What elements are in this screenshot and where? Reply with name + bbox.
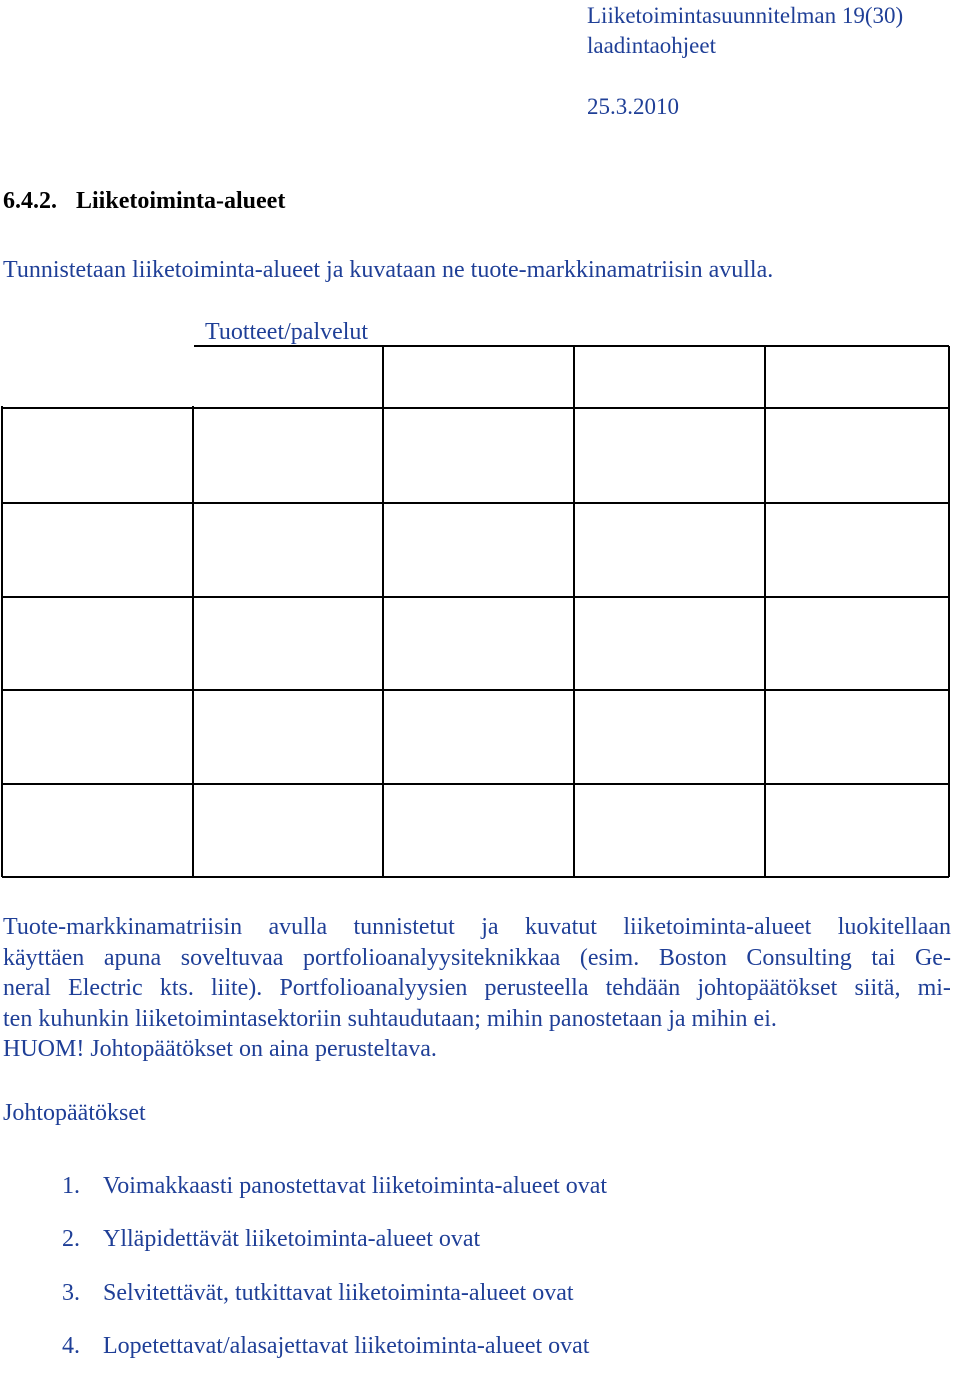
list-item [62, 1332, 607, 1385]
document-header-title: Liiketoimintasuunnitelman 19(30) [587, 3, 904, 28]
list-item-number: 1. [62, 1173, 80, 1199]
body-line: käyttäen apuna soveltuvaa portfolioanalyysiteknikkaa (esim. Boston Consulting tai Ge- [3, 944, 951, 971]
list-item-text: Voimakkaasti panostettavat liiketoiminta-alueet ovat [103, 1173, 608, 1199]
list-item-text: Selvitettävät, tutkittavat liiketoiminta-alueet ovat [103, 1279, 574, 1306]
document-header-subtitle: laadintaohjeet [587, 33, 716, 58]
list-item [62, 1172, 607, 1225]
section-number: 6.4.2. [3, 188, 57, 214]
list-item [62, 1279, 607, 1332]
section-title: Liiketoiminta-alueet [76, 188, 286, 214]
body-paragraph [3, 912, 951, 1065]
list-item-number: 3. [62, 1279, 80, 1306]
conclusions-list [62, 1172, 607, 1385]
list-item [62, 1225, 607, 1278]
body-line: HUOM! Johtopäätökset on aina perusteltava. [3, 1036, 437, 1063]
list-item-text: Lopetettavat/alasajettavat liiketoiminta-alueet ovat [103, 1332, 590, 1359]
body-line: ten kuhunkin liiketoimintasektoriin suhtaudutaan; mihin panostetaan ja mihin ei. [3, 1005, 777, 1032]
intro-paragraph: Tunnistetaan liiketoiminta-alueet ja kuvataan ne tuote-markkinamatriisin avulla. [3, 257, 774, 283]
document-date: 25.3.2010 [587, 94, 679, 119]
body-line: neral Electric kts. liite). Portfolioanalyysien perusteella tehdään johtopäätökset siitä, mi- [3, 975, 951, 1002]
matrix-column-label: Tuotteet/palvelut [205, 319, 369, 345]
conclusions-heading: Johtopäätökset [3, 1100, 146, 1126]
body-line: Tuote-markkinamatriisin avulla tunnistetut ja kuvatut liiketoiminta-alueet luokitellaan [3, 914, 951, 940]
list-item-number: 4. [62, 1332, 80, 1359]
list-item-text: Ylläpidettävät liiketoiminta-alueet ovat [103, 1226, 481, 1253]
list-item-number: 2. [62, 1226, 80, 1253]
matrix-header-corner-mask [0, 340, 194, 406]
